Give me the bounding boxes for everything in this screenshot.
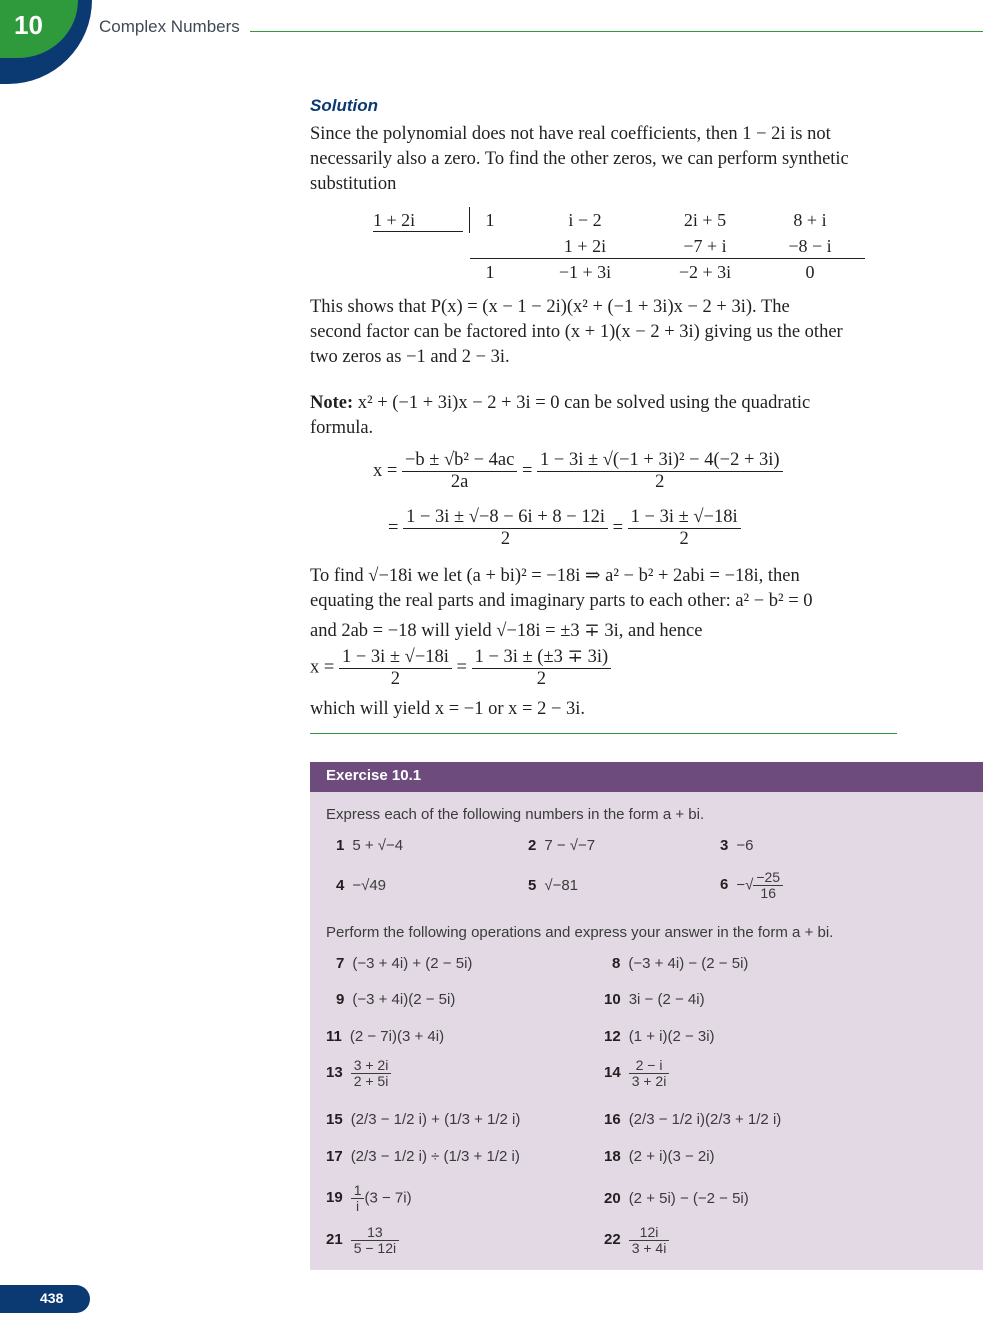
question-text: (2/3 − 1/2 i)(2/3 + 1/2 i) (628, 1111, 782, 1128)
quadratic-lhs: x = (373, 460, 398, 481)
question-number: 8 (612, 955, 621, 972)
x1-numerator: 1 − 3i ± √−18i (339, 647, 452, 669)
q3-denominator: 2 (500, 529, 511, 549)
question-17 (326, 1148, 520, 1165)
synthetic-r1c4: 8 + i (793, 210, 827, 230)
question-number: 21 (326, 1231, 343, 1249)
question-text: (2/3 − 1/2 i) ÷ (1/3 + 1/2 i) (350, 1148, 520, 1165)
quadratic-formula-row-2 (388, 507, 741, 550)
quadratic-fraction-1 (402, 450, 517, 493)
synthetic-r2c4: −8 − i (788, 236, 832, 256)
synthetic-r3c3: −2 + 3i (678, 262, 732, 282)
final-answer: which will yield x = −1 or x = 2 − 3i. (310, 699, 586, 719)
question-8 (612, 955, 748, 972)
question-number: 2 (528, 837, 537, 854)
question-15 (326, 1111, 520, 1128)
x1-denominator: 2 (390, 668, 401, 689)
fraction-denominator: 3 + 4i (631, 1240, 667, 1256)
question-number: 4 (336, 877, 345, 894)
question-number: 10 (604, 991, 621, 1008)
question-text: (−3 + 4i)(2 − 5i) (352, 991, 456, 1008)
question-text: −√ (736, 876, 754, 894)
question-14 (604, 1058, 669, 1089)
question-number: 20 (604, 1190, 621, 1207)
question-text: 7 − √−7 (544, 837, 596, 854)
x-fraction-2 (472, 646, 612, 690)
question-9 (336, 991, 455, 1008)
question-19 (326, 1183, 412, 1214)
question-22 (604, 1225, 669, 1256)
question-11 (326, 1028, 444, 1045)
synthetic-r1c3: 2i + 5 (683, 210, 727, 230)
question-13 (326, 1058, 391, 1089)
fraction-denominator: 16 (760, 885, 776, 901)
question-2 (528, 837, 595, 854)
x2-denominator: 2 (536, 669, 546, 689)
question-number: 7 (336, 955, 345, 972)
question-fraction (629, 1225, 670, 1256)
question-number: 17 (326, 1148, 343, 1165)
question-number: 1 (336, 837, 345, 854)
question-text: (−3 + 4i) + (2 − 5i) (352, 955, 473, 972)
synthetic-divisor: 1 + 2i (373, 210, 463, 232)
question-number: 13 (326, 1064, 343, 1082)
x-lhs: x = (310, 657, 335, 678)
question-text: (1 + i)(2 − 3i) (628, 1028, 715, 1045)
quadratic-formula-row-1 (373, 450, 783, 493)
question-text: (2 + 5i) − (−2 − 5i) (628, 1190, 749, 1207)
question-text: (2/3 − 1/2 i) + (1/3 + 1/2 i) (350, 1111, 521, 1128)
page-number: 438 (40, 1290, 64, 1306)
x-solution-row (310, 646, 611, 690)
synthetic-divider (469, 207, 470, 233)
question-number: 12 (604, 1028, 621, 1045)
quadratic-fraction-4 (628, 507, 741, 550)
question-number: 3 (720, 837, 729, 854)
question-text: 3i − (2 − 4i) (628, 991, 705, 1008)
question-1 (336, 837, 403, 854)
exercise-title: Exercise 10.1 (326, 767, 422, 784)
fraction-numerator: 1 (351, 1183, 365, 1199)
fraction-numerator: 13 (351, 1225, 399, 1241)
question-fraction (753, 870, 783, 901)
x-equals: = (456, 657, 467, 678)
fraction-numerator: 12i (629, 1225, 670, 1241)
q1-denominator: 2a (450, 472, 469, 492)
fraction-numerator: 3 + 2i (351, 1058, 392, 1074)
question-text: √−81 (544, 877, 579, 894)
question-text: −6 (736, 837, 754, 854)
shows-line-2: second factor can be factored into (x + 1)(x − 2 + 3i) giving us the other (310, 322, 843, 342)
question-21 (326, 1225, 399, 1256)
fraction-numerator: −25 (753, 870, 783, 886)
note-label: Note: (310, 393, 354, 413)
question-number: 15 (326, 1111, 343, 1128)
question-12 (604, 1028, 715, 1045)
question-6 (720, 870, 783, 901)
q4-denominator: 2 (679, 529, 689, 549)
chapter-title: Complex Numbers (99, 17, 240, 36)
question-4 (336, 877, 386, 894)
question-fraction (351, 1058, 392, 1089)
question-number: 9 (336, 991, 345, 1008)
solution-heading: Solution (310, 96, 378, 115)
synthetic-r3c2: −1 + 3i (558, 262, 612, 282)
note-line-1 (310, 391, 890, 416)
shows-line-1: This shows that P(x) = (x − 1 − 2i)(x² + (−1 + 3i)x − 2 + 3i). The (310, 297, 790, 317)
equals-sign: = (521, 460, 533, 481)
question-text: (−3 + 4i) − (2 − 5i) (628, 955, 749, 972)
question-fraction (629, 1058, 670, 1089)
header-rule (250, 31, 983, 32)
shows-line-3: two zeros as −1 and 2 − 3i. (310, 347, 510, 367)
equals-sign: = (612, 517, 624, 538)
q3-numerator: 1 − 3i ± √−8 − 6i + 8 − 12i (403, 507, 608, 529)
chapter-number: 10 (14, 10, 43, 40)
question-number: 22 (604, 1231, 621, 1249)
synthetic-r2c2: 1 + 2i (563, 236, 607, 256)
fraction-numerator: 2 − i (629, 1058, 670, 1074)
solution-intro: Since the polynomial does not have real coefficients, then 1 − 2i is not necessarily also a zero. To find the other zeros, we can perform synthetic substitution (310, 124, 849, 194)
question-number: 16 (604, 1111, 621, 1128)
fraction-denominator: 2 + 5i (353, 1073, 389, 1089)
note-text: x² + (−1 + 3i)x − 2 + 3i = 0 can be solved using the quadratic (353, 393, 811, 413)
q4-numerator: 1 − 3i ± √−18i (628, 507, 741, 529)
synthetic-sum-rule (470, 258, 865, 259)
find-line-3: and 2ab = −18 will yield √−18i = ±3 ∓ 3i, and hence (310, 621, 703, 641)
q1-numerator: −b ± √b² − 4ac (402, 450, 517, 472)
exercise-instruction-2: Perform the following operations and express your answer in the form a + bi. (326, 924, 834, 941)
question-text: (2 − 7i)(3 + 4i) (349, 1028, 445, 1045)
question-number: 5 (528, 877, 537, 894)
question-18 (604, 1148, 715, 1165)
fraction-denominator: i (356, 1198, 360, 1214)
question-number: 6 (720, 876, 729, 894)
question-number: 11 (326, 1028, 342, 1045)
fraction-denominator: 5 − 12i (353, 1240, 397, 1256)
synthetic-r2c3: −7 + i (683, 236, 727, 256)
question-text: (3 − 7i) (364, 1189, 412, 1207)
quadratic-fraction-3 (403, 507, 608, 550)
question-number: 19 (326, 1189, 343, 1207)
synthetic-r1c2: i − 2 (568, 210, 602, 230)
question-number: 18 (604, 1148, 621, 1165)
x-fraction-1 (339, 647, 452, 690)
note-line-2: formula. (310, 418, 374, 438)
solution-end-rule (310, 733, 897, 734)
synthetic-r3c4: 0 (805, 262, 815, 282)
synthetic-r1c1: 1 (485, 210, 495, 230)
question-fraction (351, 1183, 365, 1214)
quadratic-fraction-2 (537, 450, 783, 493)
question-text: (2 + i)(3 − 2i) (628, 1148, 715, 1165)
x2-numerator: 1 − 3i ± (±3 ∓ 3i) (472, 646, 612, 669)
q2-numerator: 1 − 3i ± √(−1 + 3i)² − 4(−2 + 3i) (537, 450, 783, 472)
question-text: −√49 (352, 877, 387, 894)
synthetic-r3c1: 1 (485, 262, 495, 282)
fraction-denominator: 3 + 2i (631, 1073, 667, 1089)
question-10 (604, 991, 705, 1008)
question-text: 5 + √−4 (352, 837, 404, 854)
question-fraction (351, 1225, 399, 1256)
question-20 (604, 1190, 749, 1207)
q2-denominator: 2 (655, 472, 665, 492)
question-3 (720, 837, 753, 854)
equals-sign: = (388, 517, 399, 538)
question-7 (336, 955, 472, 972)
question-5 (528, 877, 578, 894)
find-line-2: equating the real parts and imaginary parts to each other: a² − b² = 0 (310, 591, 813, 611)
question-16 (604, 1111, 781, 1128)
exercise-instruction-1: Express each of the following numbers in the form a + bi. (326, 806, 705, 823)
question-number: 14 (604, 1064, 621, 1082)
find-line-1: To find √−18i we let (a + bi)² = −18i ⇒ a² − b² + 2abi = −18i, then (310, 566, 800, 586)
